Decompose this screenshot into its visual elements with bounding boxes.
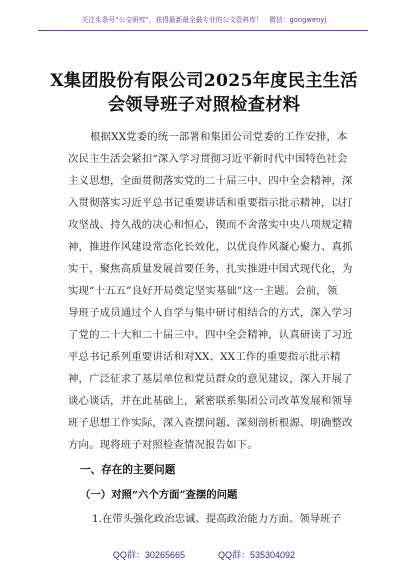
footer-contact <box>0 548 408 568</box>
paragraph-line: 方向。现将班子对照检查情况报告如下。 <box>68 439 258 451</box>
paragraph-line: 攻坚战、持久战的决心和恒心，锲而不舍落实中央八项规定精 <box>68 219 353 231</box>
header-promo-text: 关注头条号“公文研究”，获得最新最全最专业的公文资料库！ 微信：gongwenyj <box>81 16 327 24</box>
paragraph-line: 次民主生活会紧扣“深入学习贯彻习近平新时代中国特色社会 <box>68 153 348 165</box>
paragraph-line: 1.在带头强化政治忠诚、提高政治能力方面。领导班子 <box>92 513 341 525</box>
header-divider <box>38 30 368 31</box>
paragraph-line: 了党的二十大和二十届三中、四中全会精神，认真研读了习近 <box>68 329 353 341</box>
document-title-line-2: 会领导班子对照检查材料 <box>107 95 301 115</box>
section-heading: 一、存在的主要问题 <box>80 464 176 476</box>
paragraph-line: 神，广泛征求了基层单位和党员群众的意见建议，深入开展了 <box>68 373 353 385</box>
paragraph-line: 神，推进作风建设常态化长效化，以优良作风凝心聚力、真抓 <box>68 241 353 253</box>
paragraph-line: 导班子成员通过个人自学与集中研讨相结合的方式，深入学习 <box>68 307 353 319</box>
paragraph-line: 平总书记系列重要讲话和对XX、XX工作的重要指示批示精 <box>68 351 341 363</box>
footer-qq-group-2: QQ群：535304092 <box>218 550 296 560</box>
header-banner <box>0 0 408 46</box>
subsection-heading: （一）对照“六个方面”查摆的问题 <box>80 489 238 501</box>
paragraph-line: 实干，聚焦高质量发展首要任务，扎实推进中国式现代化，为 <box>68 263 353 275</box>
paragraph-line: 谈心谈话，并在此基础上，紧密联系集团公司改革发展和领导 <box>68 395 353 407</box>
paragraph-line: 根据XX党委的统一部署和集团公司党委的工作安排，本 <box>90 131 348 143</box>
paragraph-line: 实现“十五五”良好开局奠定坚实基础”这一主题。会前，领 <box>68 285 338 297</box>
paragraph-line: 班子思想工作实际，深入查摆问题、深刻剖析根源、明确整改 <box>68 417 353 429</box>
document-title-line-1: X集团股份有限公司2025年度民主生活 <box>50 71 358 91</box>
paragraph-line: 入贯彻落实习近平总书记重要讲话和重要指示批示精神，以打 <box>68 197 353 209</box>
paragraph-line: 主义思想，全面贯彻落实党的二十届三中、四中全会精神，深 <box>68 175 353 187</box>
footer-qq-group-1: QQ群：30265665 <box>112 550 185 560</box>
